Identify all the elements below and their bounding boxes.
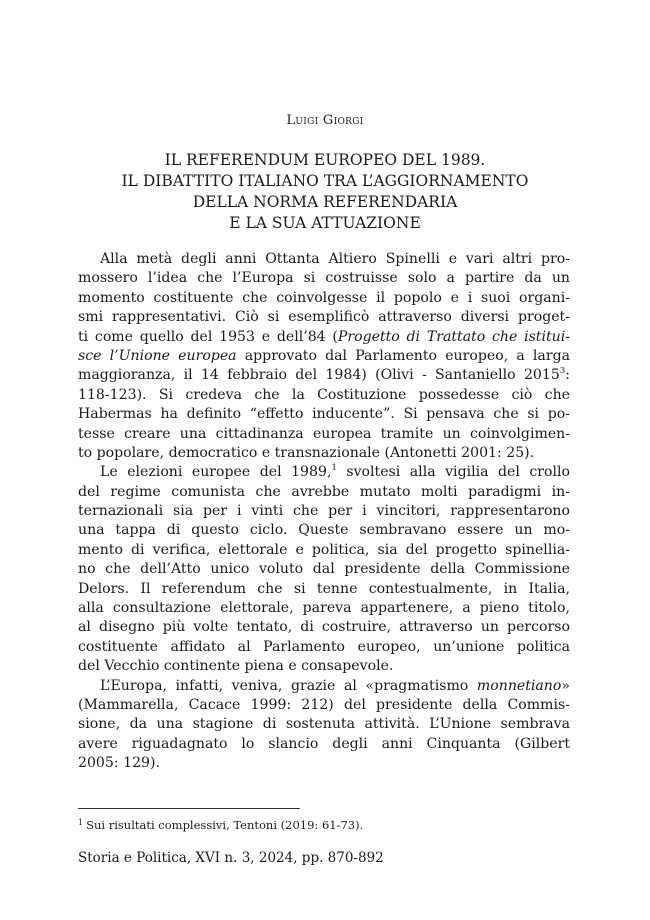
body-line: sione, da una stagione di sostenuta attività. L’Unione sembrava bbox=[78, 716, 570, 733]
body-line: costituente affidato al Parlamento europeo, un’unione politica bbox=[78, 638, 570, 655]
title-line: IL DIBATTITO ITALIANO TRA L’AGGIORNAMENTO bbox=[121, 172, 529, 190]
italic-title: sce l’Unione europea bbox=[78, 347, 237, 364]
body-line: tesse creare una cittadinanza europea tramite un coinvolgimen- bbox=[78, 425, 570, 442]
author-name: Luigi Giorgi bbox=[286, 113, 364, 128]
body-line: Habermas ha definito “effetto inducente”. Si pensava che si po- bbox=[78, 406, 570, 423]
title-line: E LA SUA ATTUAZIONE bbox=[229, 214, 421, 232]
body-text: Le elezioni europee del 1989, bbox=[100, 464, 332, 481]
body-text: approvato dal Parlamento europeo, a larga bbox=[236, 347, 570, 364]
title-line: IL REFERENDUM EUROPEO DEL 1989. bbox=[164, 151, 486, 169]
footnote-divider bbox=[78, 808, 300, 809]
body-text: L’Europa, infatti, veniva, grazie al «pragmatismo bbox=[100, 677, 477, 694]
italic-term: monnetiano bbox=[476, 677, 562, 694]
body-text: » bbox=[561, 677, 570, 694]
journal-citation: Storia e Politica, XVI n. 3, 2024, pp. 870-892 bbox=[78, 850, 384, 866]
body-line bbox=[78, 328, 570, 347]
body-line: (Mammarella, Cacace 1999: 212) del presidente della Commis- bbox=[78, 696, 570, 713]
footnote-ref[interactable]: 1 bbox=[331, 463, 337, 474]
footnote bbox=[78, 818, 363, 832]
body-line: al disegno più volte tentato, di costruire, attraverso un percorso bbox=[78, 619, 570, 636]
body-text: : bbox=[565, 367, 570, 384]
body-line: ternazionali sia per i vinti che per i vincitori, rappresentarono bbox=[78, 503, 570, 520]
body-line: avere riguadagnato lo slancio degli anni Cinquanta (Gilbert bbox=[78, 735, 570, 752]
body-line: del regime comunista che avrebbe mutato molti paradigmi in- bbox=[78, 483, 570, 500]
body-line: Alla metà degli anni Ottanta Altiero Spinelli e vari altri pro- bbox=[100, 251, 570, 267]
body-line bbox=[78, 463, 570, 482]
footnote-text: Sui risultati complessivi, Tentoni (2019: 61-73). bbox=[86, 818, 364, 832]
body-line: una tappa di questo ciclo. Queste sembravano essere un mo- bbox=[78, 522, 570, 539]
title-line: DELLA NORMA REFERENDARIA bbox=[192, 193, 458, 211]
body-line bbox=[78, 677, 570, 696]
article-title bbox=[60, 150, 590, 234]
body-line: 118-123). Si credeva che la Costituzione possedesse ciò che bbox=[78, 386, 570, 403]
article-body bbox=[78, 250, 570, 774]
body-line: no che dell’Atto unico voluto dal presidente della Commissione bbox=[78, 561, 570, 578]
body-line: mossero l’idea che l’Europa si costruisse solo a partire da un bbox=[78, 270, 570, 287]
footnote-mark: 1 bbox=[78, 818, 84, 827]
body-line: Delors. Il referendum che si tenne contestualmente, in Italia, bbox=[78, 580, 570, 597]
body-line: 2005: 129). bbox=[78, 755, 160, 772]
superscript: 3 bbox=[559, 366, 566, 377]
body-line: del Vecchio continente piena e consapevole. bbox=[78, 658, 394, 675]
body-line bbox=[78, 347, 570, 366]
body-line: smi rappresentativi. Ciò si esemplificò attraverso diversi proget- bbox=[78, 309, 570, 326]
body-line: to popolare, democratico e transnazionale (Antonetti 2001: 25). bbox=[78, 444, 535, 461]
body-line: mento di verifica, elettorale e politica, sia del progetto spinellia- bbox=[78, 541, 570, 558]
body-text: maggioranza, il 14 febbraio del 1984) (Olivi - Santaniello 2015 bbox=[78, 367, 560, 384]
body-line bbox=[78, 366, 570, 385]
body-text: svoltesi alla vigilia del crollo bbox=[336, 464, 570, 481]
body-line: momento costituente che coinvolgesse il popolo e i suoi organi- bbox=[78, 289, 570, 306]
italic-title: Progetto di Trattato che istitui- bbox=[337, 328, 570, 345]
body-line: alla consultazione elettorale, pareva appartenere, a pieno titolo, bbox=[78, 600, 570, 617]
body-text: ti come quello del 1953 e dell’84 ( bbox=[78, 328, 338, 345]
